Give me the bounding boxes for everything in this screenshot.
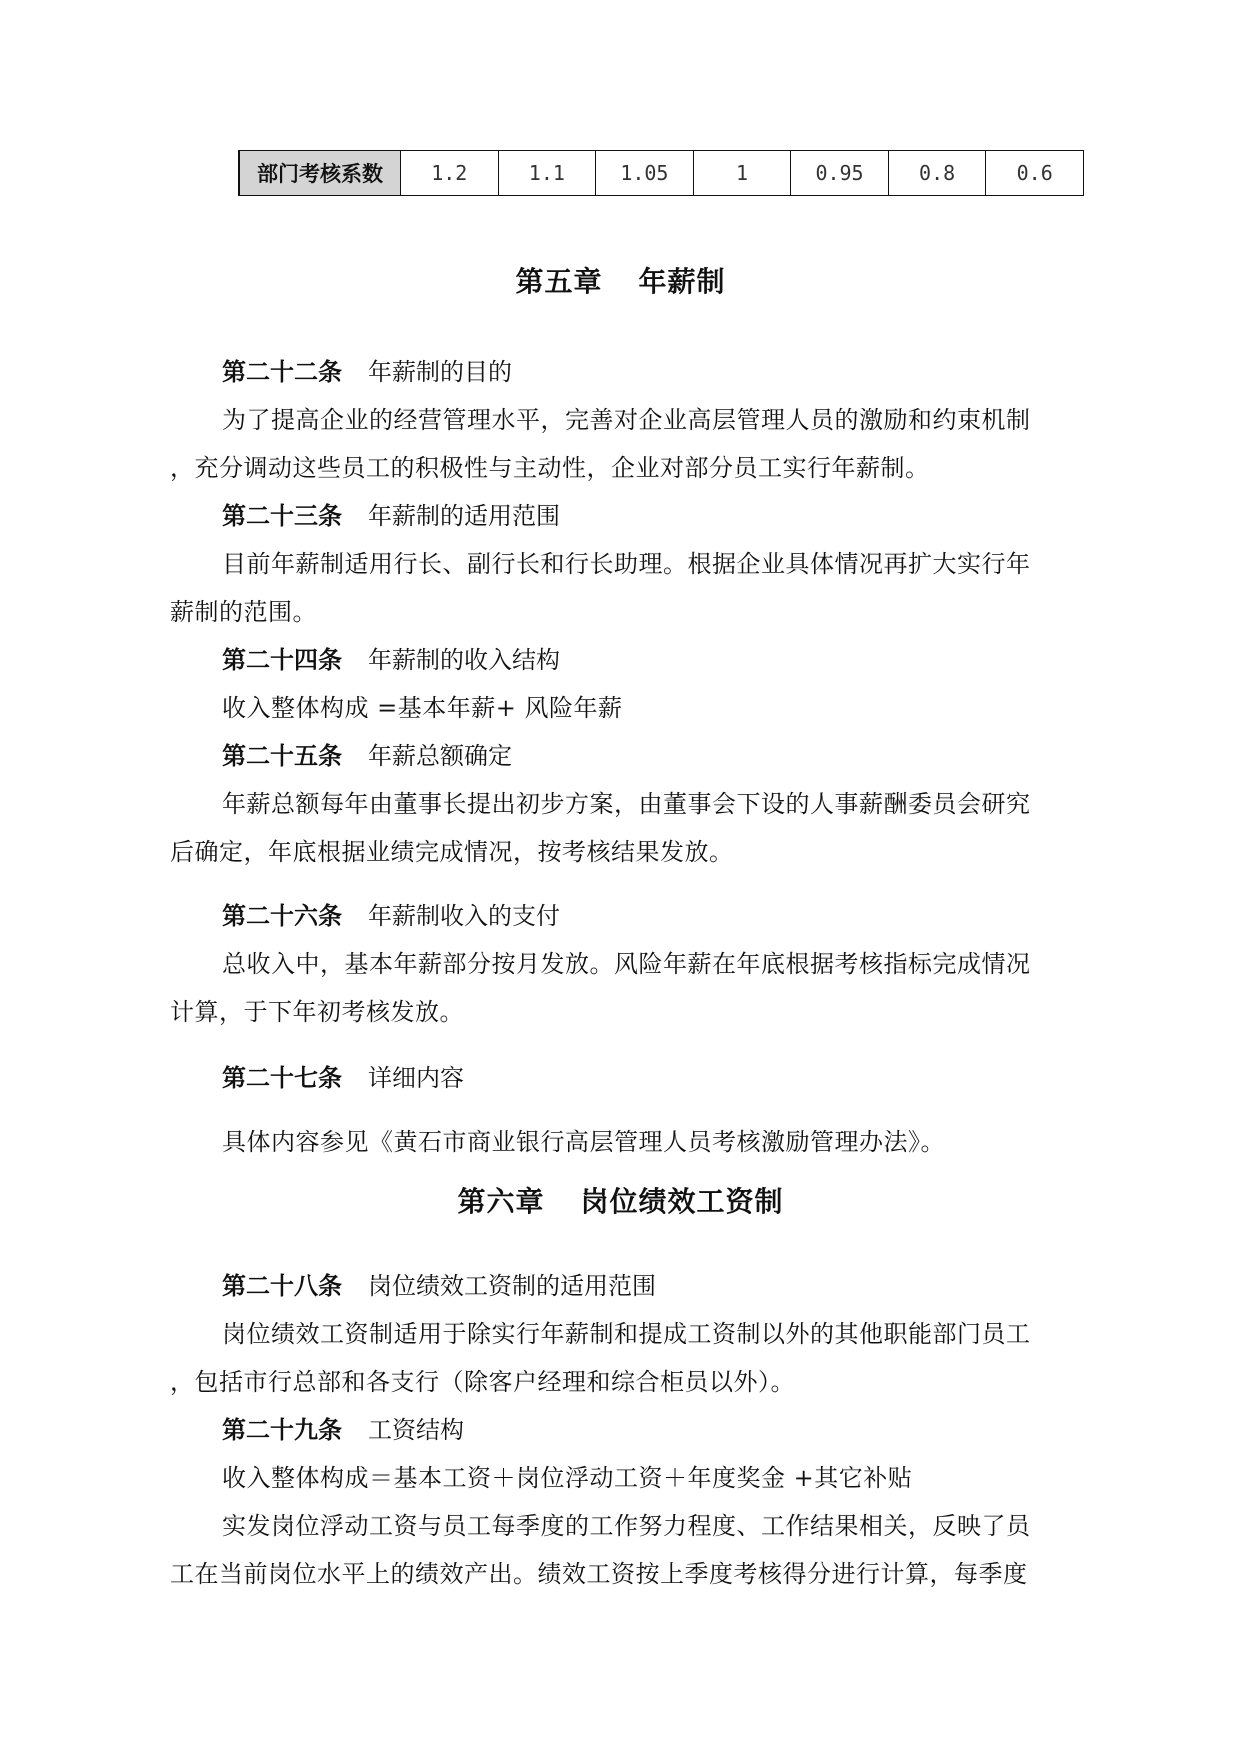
article-title: 年薪总额确定 [368, 742, 512, 770]
article-number: 第二十七条 [222, 1064, 342, 1092]
table-cell: 1.2 [401, 151, 499, 196]
paragraph-line: ，包括市行总部和各支行（除客户经理和综合柜员以外）。 [170, 1368, 795, 1396]
article-title: 工资结构 [368, 1416, 464, 1444]
article-heading [222, 736, 512, 771]
article-heading [222, 352, 512, 387]
article-heading [222, 896, 560, 931]
paragraph-line: ，充分调动这些员工的积极性与主动性，企业对部分员工实行年薪制。 [170, 454, 930, 482]
article-title: 岗位绩效工资制的适用范围 [368, 1272, 656, 1300]
chapter-number: 第六章 [457, 1185, 545, 1218]
article-heading [222, 1266, 656, 1301]
chapter-number: 第五章 [515, 265, 603, 298]
paragraph-line: 工在当前岗位水平上的绩效产出。绩效工资按上季度考核得分进行计算，每季度 [170, 1560, 1028, 1588]
article-number: 第二十四条 [222, 646, 342, 674]
chapter-title: 年薪制 [638, 265, 726, 298]
paragraph-line: 年薪总额每年由董事长提出初步方案，由董事会下设的人事薪酬委员会研究 [222, 790, 1031, 818]
paragraph-line: 后确定，年底根据业绩完成情况，按考核结果发放。 [170, 838, 734, 866]
article-heading [222, 496, 560, 531]
article-number: 第二十九条 [222, 1416, 342, 1444]
article-title: 年薪制的目的 [368, 358, 512, 386]
chapter-heading [0, 1180, 1241, 1220]
paragraph-line: 具体内容参见《黄石市商业银行高层管理人员考核激励管理办法》。 [222, 1128, 945, 1156]
paragraph-line: 薪制的范围。 [170, 598, 317, 626]
chapter-heading [0, 260, 1241, 300]
paragraph-line: 岗位绩效工资制适用于除实行年薪制和提成工资制以外的其他职能部门员工 [222, 1320, 1031, 1348]
paragraph-line: 收入整体构成 =基本年薪+ 风险年薪 [222, 694, 623, 722]
table-header-cell: 部门考核系数 [239, 151, 401, 196]
paragraph-line: 总收入中，基本年薪部分按月发放。风险年薪在年底根据考核指标完成情况 [222, 950, 1031, 978]
article-title: 年薪制收入的支付 [368, 902, 560, 930]
article-heading [222, 640, 560, 675]
article-number: 第二十八条 [222, 1272, 342, 1300]
paragraph-line: 实发岗位浮动工资与员工每季度的工作努力程度、工作结果相关，反映了员 [222, 1512, 1031, 1540]
table-row [239, 151, 1084, 196]
article-title: 年薪制的适用范围 [368, 502, 560, 530]
article-heading [222, 1058, 464, 1093]
table-cell: 1.1 [498, 151, 596, 196]
table-cell: 0.6 [986, 151, 1084, 196]
table-cell: 1 [693, 151, 791, 196]
table-cell: 0.95 [791, 151, 889, 196]
paragraph-line: 计算，于下年初考核发放。 [170, 998, 464, 1026]
paragraph-line: 收入整体构成＝基本工资＋岗位浮动工资＋年度奖金 +其它补贴 [222, 1464, 913, 1492]
paragraph-line: 目前年薪制适用行长、副行长和行长助理。根据企业具体情况再扩大实行年 [222, 550, 1031, 578]
coefficient-table [238, 150, 1084, 196]
article-number: 第二十五条 [222, 742, 342, 770]
article-number: 第二十三条 [222, 502, 342, 530]
article-title: 年薪制的收入结构 [368, 646, 560, 674]
table-cell: 1.05 [596, 151, 694, 196]
chapter-title: 岗位绩效工资制 [580, 1185, 784, 1218]
article-number: 第二十二条 [222, 358, 342, 386]
article-title: 详细内容 [368, 1064, 464, 1092]
article-number: 第二十六条 [222, 902, 342, 930]
paragraph-line: 为了提高企业的经营管理水平，完善对企业高层管理人员的激励和约束机制 [222, 406, 1031, 434]
table-cell: 0.8 [888, 151, 986, 196]
article-heading [222, 1410, 464, 1445]
